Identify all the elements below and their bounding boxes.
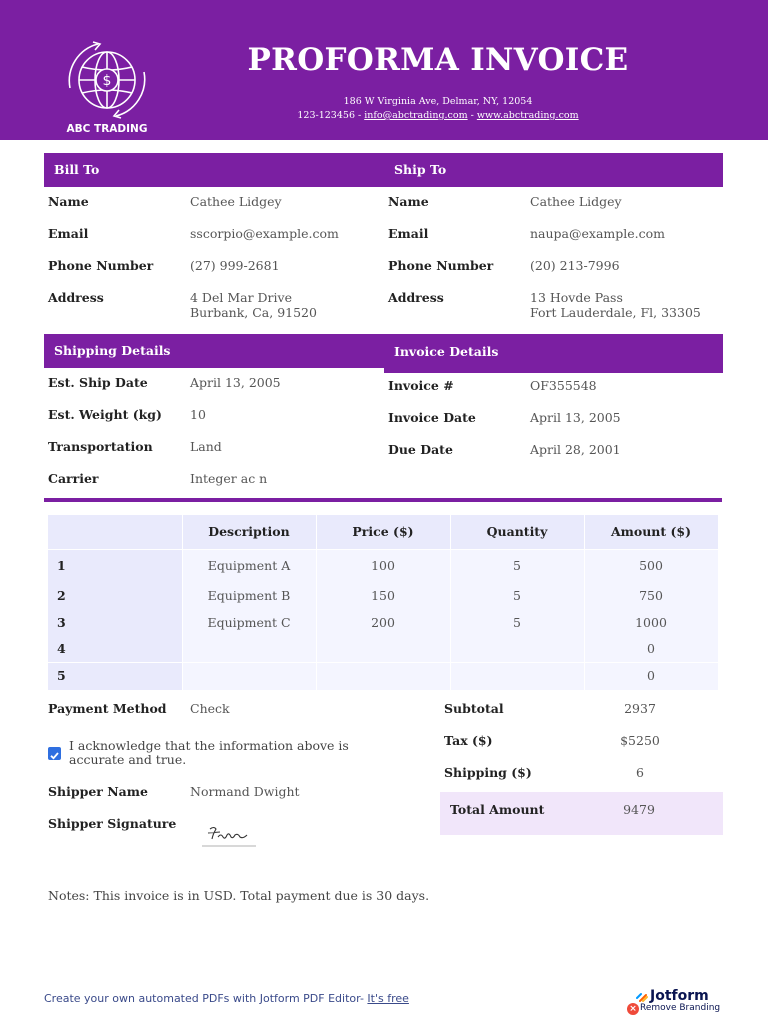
bill-address-line1: 4 Del Mar Drive: [190, 290, 292, 305]
shipper-name-label: Shipper Name: [48, 784, 148, 799]
ship-name-label: Name: [388, 194, 429, 209]
item-price: 100: [371, 558, 395, 573]
page-title: PROFORMA INVOICE: [247, 42, 629, 78]
item-amount: 0: [647, 641, 655, 656]
row-divider: [48, 662, 718, 663]
company-contact: [238, 110, 638, 121]
row-number: 3: [57, 615, 66, 630]
checkmark-icon: [48, 749, 61, 762]
weight-label: Est. Weight (kg): [48, 407, 162, 422]
tax-label: Tax ($): [444, 733, 493, 748]
bill-email-value: sscorpio@example.com: [190, 226, 339, 241]
jotform-branding: [628, 988, 728, 1018]
row-number-column: [48, 515, 182, 690]
shipping-value: 6: [636, 765, 644, 780]
bill-phone-label: Phone Number: [48, 258, 154, 273]
column-header-quantity: Quantity: [486, 524, 548, 539]
invoice-header: [0, 0, 768, 140]
globe-dollar-icon: [62, 40, 152, 135]
acknowledge-checkbox[interactable]: [48, 747, 61, 760]
invoice-date-value: April 13, 2005: [530, 410, 621, 425]
transportation-value: Land: [190, 439, 222, 454]
remove-branding-link[interactable]: Remove Branding: [640, 1003, 721, 1013]
row-number: 5: [57, 668, 66, 683]
bill-email-label: Email: [48, 226, 89, 241]
row-number: 2: [57, 588, 66, 603]
invoice-details-heading: Invoice Details: [384, 334, 723, 373]
item-quantity: 5: [513, 615, 521, 630]
ship-to-heading: Ship To: [384, 153, 723, 187]
tax-value: $5250: [620, 733, 660, 748]
items-table: [48, 515, 718, 690]
invoice-number-value: OF355548: [530, 378, 597, 393]
ship-email-label: Email: [388, 226, 429, 241]
ship-address-line2: Fort Lauderdale, Fl, 33305: [530, 305, 701, 320]
bill-address-label: Address: [48, 290, 104, 305]
contact-separator: -: [467, 110, 477, 121]
row-divider: [48, 549, 718, 550]
footer-text: Create your own automated PDFs with Jotform PDF Editor-: [44, 992, 368, 1005]
column-header-price: Price ($): [352, 524, 414, 539]
ship-name-value: Cathee Lidgey: [530, 194, 622, 209]
company-name: ABC TRADING: [66, 123, 148, 135]
bill-phone-value: (27) 999-2681: [190, 258, 280, 273]
due-date-label: Due Date: [388, 442, 453, 457]
item-description: Equipment B: [207, 588, 291, 603]
item-quantity: 5: [513, 558, 521, 573]
item-description: Equipment C: [207, 615, 291, 630]
jotform-logo-icon: [636, 990, 648, 1002]
payment-method-label: Payment Method: [48, 701, 167, 716]
row-number: 1: [57, 558, 66, 573]
section-divider: [44, 498, 722, 502]
footer-free-link[interactable]: It's free: [367, 992, 409, 1005]
bill-to-heading: Bill To: [44, 153, 384, 187]
column-header-description: Description: [208, 524, 290, 539]
shipper-name-value: Normand Dwight: [190, 784, 300, 799]
invoice-number-label: Invoice #: [388, 378, 454, 393]
weight-value: 10: [190, 407, 206, 422]
ship-address-line1: 13 Hovde Pass: [530, 290, 623, 305]
item-amount: 750: [639, 588, 663, 603]
bill-address-line2: Burbank, Ca, 91520: [190, 305, 317, 320]
column-header-amount: Amount ($): [610, 524, 692, 539]
subtotal-label: Subtotal: [444, 701, 504, 716]
subtotal-value: 2937: [624, 701, 656, 716]
ship-date-value: April 13, 2005: [190, 375, 281, 390]
ship-phone-value: (20) 213-7996: [530, 258, 620, 273]
bill-name-label: Name: [48, 194, 89, 209]
ship-phone-label: Phone Number: [388, 258, 494, 273]
invoice-notes: Notes: This invoice is in USD. Total payment due is 30 days.: [48, 888, 430, 903]
jotform-logo-text: Jotform: [650, 988, 709, 1004]
item-amount: 500: [639, 558, 663, 573]
item-amount: 1000: [635, 615, 667, 630]
item-quantity: 5: [513, 588, 521, 603]
item-price: 200: [371, 615, 395, 630]
carrier-value: Integer ac n: [190, 471, 268, 486]
due-date-value: April 28, 2001: [530, 442, 621, 457]
footer-promo: [44, 992, 409, 1005]
shipping-label: Shipping ($): [444, 765, 532, 780]
contact-separator: -: [354, 110, 365, 121]
transportation-label: Transportation: [48, 439, 153, 454]
ship-date-label: Est. Ship Date: [48, 375, 148, 390]
svg-text:$: $: [102, 73, 112, 89]
ship-address-label: Address: [388, 290, 444, 305]
total-amount-label: Total Amount: [450, 802, 545, 817]
acknowledge-text: I acknowledge that the information above is accurate and true.: [69, 738, 349, 767]
item-description: Equipment A: [207, 558, 291, 573]
company-address: 186 W Virginia Ave, Delmar, NY, 12054: [343, 96, 533, 107]
signature-image: [200, 820, 258, 848]
shipper-signature-label: Shipper Signature: [48, 816, 177, 831]
invoice-date-label: Invoice Date: [388, 410, 476, 425]
item-price: 150: [371, 588, 395, 603]
company-phone: 123-123456: [297, 110, 355, 121]
item-amount: 0: [647, 668, 655, 683]
carrier-label: Carrier: [48, 471, 99, 486]
payment-method-value: Check: [190, 701, 230, 716]
ship-email-value: naupa@example.com: [530, 226, 666, 241]
shipping-details-heading: Shipping Details: [44, 334, 384, 368]
company-email-link[interactable]: info@abctrading.com: [364, 110, 468, 121]
company-website-link[interactable]: www.abctrading.com: [476, 110, 579, 121]
bill-name-value: Cathee Lidgey: [190, 194, 282, 209]
close-icon[interactable]: ×: [627, 1003, 639, 1015]
total-amount-value: 9479: [623, 802, 655, 817]
row-number: 4: [57, 641, 66, 656]
